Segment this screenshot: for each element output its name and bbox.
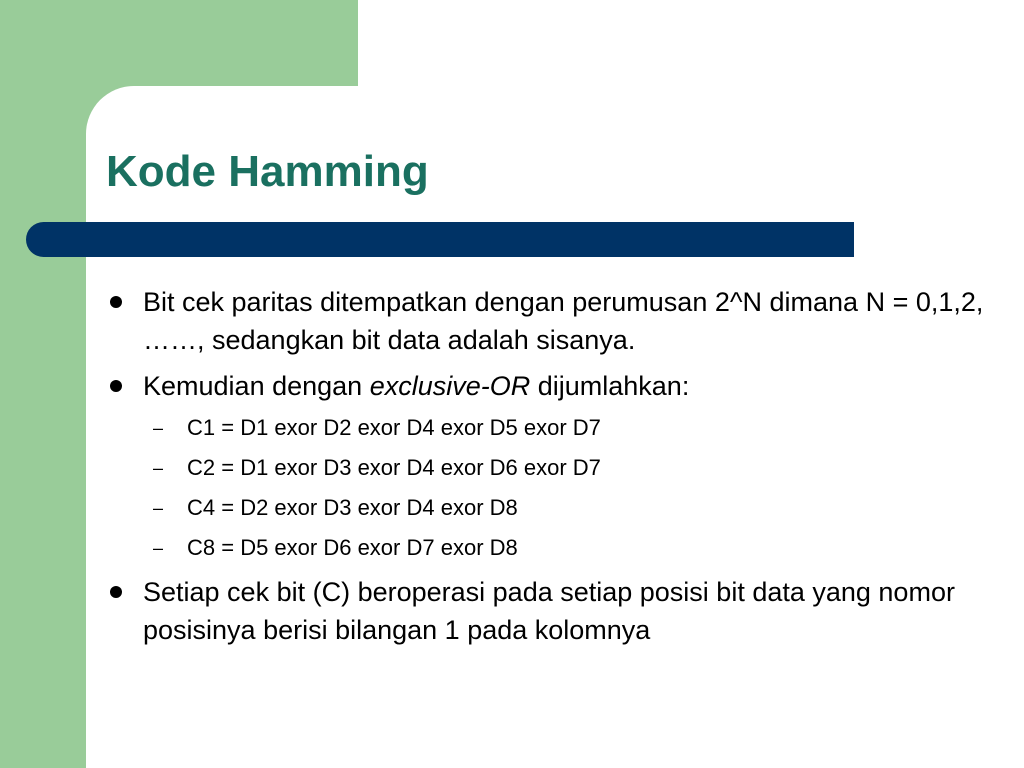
bullet-text-prefix: Kemudian dengan — [143, 371, 370, 401]
dash-icon: – — [153, 538, 164, 558]
sub-bullet-text: C2 = D1 exor D3 exor D4 exor D6 exor D7 — [187, 455, 601, 480]
bullet-item — [106, 283, 1006, 359]
bullet-dot-icon — [110, 296, 122, 308]
slide-title: Kode Hamming — [106, 147, 429, 196]
sub-bullet-text: C4 = D2 exor D3 exor D4 exor D8 — [187, 495, 518, 520]
bullet-text-italic: exclusive-OR — [369, 371, 531, 401]
bullet-text: Bit cek paritas ditempatkan dengan perumusan 2^N dimana N = 0,1,2, ……, sedangkan bit data adalah sisanya. — [143, 287, 984, 355]
sub-bullet-text: C1 = D1 exor D2 exor D4 exor D5 exor D7 — [187, 415, 601, 440]
bullet-text: Setiap cek bit (C) beroperasi pada setiap posisi bit data yang nomor posisinya berisi bilangan 1 pada kolomnya — [143, 577, 955, 645]
bullet-text-suffix: dijumlahkan: — [530, 371, 690, 401]
sub-bullet-list — [106, 413, 1006, 563]
dash-icon: – — [153, 418, 164, 438]
bullet-dot-icon — [110, 586, 122, 598]
bullet-item — [106, 367, 1006, 405]
sub-bullet-item — [106, 493, 1006, 523]
slide-body — [106, 283, 1006, 657]
sub-bullet-text: C8 = D5 exor D6 exor D7 exor D8 — [187, 535, 518, 560]
sub-bullet-item — [106, 533, 1006, 563]
sub-bullet-item — [106, 413, 1006, 443]
dash-icon: – — [153, 458, 164, 478]
dash-icon: – — [153, 498, 164, 518]
sub-bullet-item — [106, 453, 1006, 483]
bullet-dot-icon — [110, 380, 122, 392]
title-underline-bar — [26, 222, 854, 257]
bullet-item — [106, 573, 1006, 649]
